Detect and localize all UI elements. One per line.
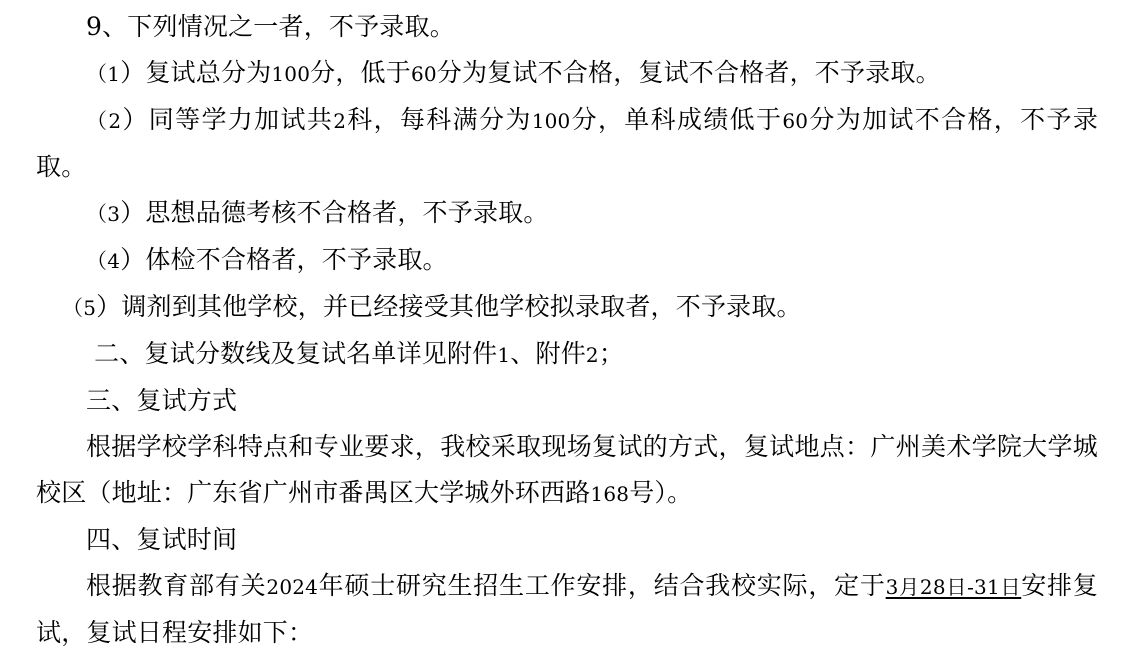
inline-text: ）思想品德考核不合格者，不予录取。 <box>120 198 549 227</box>
paragraph-item-9-3 <box>36 190 1098 237</box>
inline-text: 三、复试方式 <box>86 386 238 415</box>
inline-text: 分，单科成绩低于 <box>570 105 783 134</box>
inline-text: ）体检不合格者，不予录取。 <box>120 245 448 274</box>
paragraph-section-4-heading <box>36 517 1098 563</box>
inline-text: 分为加试不合格，不予录取。 <box>36 105 1099 181</box>
inline-number: 100 <box>531 109 571 133</box>
inline-text: 分，低于 <box>310 58 411 87</box>
inline-number: 60 <box>782 109 809 133</box>
paragraph-item-9-5 <box>36 284 1098 331</box>
paragraph-item-9-4 <box>36 237 1098 284</box>
paragraph-item-9-1 <box>36 50 1098 97</box>
inline-paren: （ <box>86 249 108 273</box>
inline-emphasis-date: 3月28日-31日 <box>885 575 1022 599</box>
inline-text: ）同等学力加试共 <box>121 105 334 134</box>
inline-text: 安排复试，复试日程安排如下： <box>36 571 1098 647</box>
inline-paren: （ <box>86 109 109 133</box>
paragraph-item-9-2 <box>36 97 1098 190</box>
inline-paren: （ <box>62 296 84 320</box>
inline-paren: （ <box>86 62 108 86</box>
inline-number: 2024 <box>266 575 319 599</box>
paragraph-section-3-body <box>36 424 1098 517</box>
inline-text: 年硕士研究生招生工作安排，结合我校实际，定于 <box>318 571 886 600</box>
inline-text: 四、复试时间 <box>86 525 238 554</box>
inline-number: 60 <box>410 62 437 86</box>
inline-number: 5 <box>83 296 97 320</box>
inline-number: 100 <box>271 62 311 86</box>
inline-text: 、附件 <box>510 339 586 368</box>
inline-text: 9、下列情况之一者，不予录取。 <box>86 12 455 41</box>
inline-paren: （ <box>86 202 108 226</box>
inline-text: 号）。 <box>629 478 693 507</box>
paragraph-item-9-heading <box>36 4 1098 50</box>
inline-number: 2 <box>108 109 122 133</box>
inline-text: 科，每科满分为 <box>346 105 532 134</box>
inline-text: ）调剂到其他学校，并已经接受其他学校拟录取者，不予录取。 <box>96 292 802 321</box>
inline-number: 2 <box>333 109 347 133</box>
inline-text: ）复试总分为 <box>120 58 272 87</box>
inline-text: 根据教育部有关 <box>86 571 267 600</box>
inline-number: 4 <box>107 249 121 273</box>
inline-number: 1 <box>107 62 121 86</box>
inline-number: 2 <box>585 343 599 367</box>
inline-number: 1 <box>497 343 511 367</box>
paragraph-section-2 <box>36 331 1098 378</box>
paragraph-section-4-body <box>36 563 1098 656</box>
inline-text: 分为复试不合格，复试不合格者，不予录取。 <box>436 58 941 87</box>
paragraph-section-3-heading <box>36 378 1098 424</box>
inline-number: 168 <box>590 482 630 506</box>
inline-number: 3 <box>107 202 121 226</box>
inline-text: 根据学校学科特点和专业要求，我校采取现场复试的方式，复试地点：广州美术学院大学城校区（地址：广东省广州市番禺区大学城外环西路 <box>36 432 1098 507</box>
inline-text: 二、复试分数线及复试名单详见附件 <box>86 339 498 368</box>
inline-text: ； <box>598 339 625 368</box>
